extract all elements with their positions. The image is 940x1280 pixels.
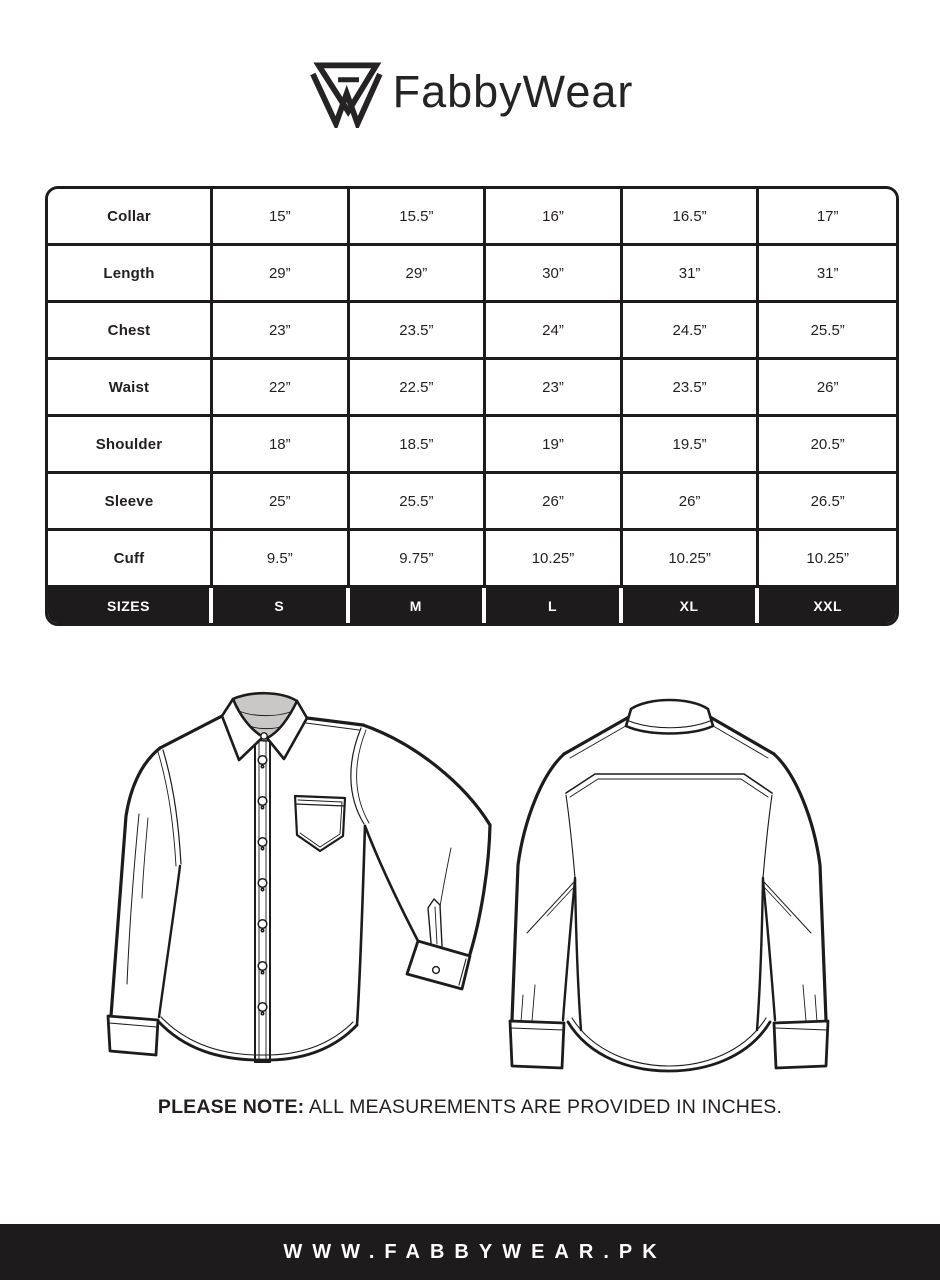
size-cell: 10.25” xyxy=(759,531,896,588)
size-cell: 30” xyxy=(486,246,623,303)
front-collar xyxy=(222,693,307,760)
size-cell: 25.5” xyxy=(759,303,896,360)
size-cell: 23.5” xyxy=(350,303,487,360)
size-cell: 31” xyxy=(759,246,896,303)
row-label-sleeve: Sleeve xyxy=(48,474,213,531)
size-header-xxl: XXL xyxy=(759,588,896,623)
placket-buttons xyxy=(258,756,267,1015)
size-cell: 19” xyxy=(486,417,623,474)
footer-bar xyxy=(0,1224,940,1280)
note-emphasis: PLEASE NOTE: xyxy=(157,1096,305,1118)
size-header-xl: XL xyxy=(623,588,760,623)
size-cell: 26.5” xyxy=(759,474,896,531)
back-collar xyxy=(626,700,713,734)
size-cell: 25.5” xyxy=(350,474,487,531)
size-cell: 10.25” xyxy=(623,531,760,588)
size-cell: 29” xyxy=(350,246,487,303)
size-cell: 24” xyxy=(486,303,623,360)
size-cell: 16” xyxy=(486,189,623,246)
brand-monogram-icon xyxy=(307,56,385,128)
sizes-row-label: SIZES xyxy=(48,588,213,623)
size-cell: 17” xyxy=(759,189,896,246)
front-left-cuff xyxy=(108,1016,158,1055)
brand-logo xyxy=(0,50,940,134)
size-cell: 23” xyxy=(213,303,350,360)
size-cell: 9.5” xyxy=(213,531,350,588)
size-cell: 24.5” xyxy=(623,303,760,360)
row-label-shoulder: Shoulder xyxy=(48,417,213,474)
size-header-m: M xyxy=(350,588,487,623)
size-cell: 10.25” xyxy=(486,531,623,588)
size-cell: 15” xyxy=(213,189,350,246)
row-label-waist: Waist xyxy=(48,360,213,417)
sleeve-placket xyxy=(428,899,442,946)
brand-name: FabbyWear xyxy=(392,66,634,117)
size-table xyxy=(45,186,899,626)
size-cell: 18” xyxy=(213,417,350,474)
measurement-note xyxy=(0,1096,940,1119)
size-cell: 23.5” xyxy=(623,360,760,417)
shirt-back-illustration xyxy=(502,690,837,1078)
size-cell: 19.5” xyxy=(623,417,760,474)
size-cell: 20.5” xyxy=(759,417,896,474)
size-cell: 29” xyxy=(213,246,350,303)
size-cell: 16.5” xyxy=(623,189,760,246)
note-text: ALL MEASUREMENTS ARE PROVIDED IN INCHES. xyxy=(304,1096,783,1118)
shirt-front-illustration xyxy=(85,686,505,1084)
front-right-cuff xyxy=(407,941,470,989)
size-cell: 9.75” xyxy=(350,531,487,588)
size-cell: 22” xyxy=(213,360,350,417)
size-cell: 26” xyxy=(623,474,760,531)
row-label-chest: Chest xyxy=(48,303,213,360)
size-cell: 15.5” xyxy=(350,189,487,246)
size-cell: 26” xyxy=(759,360,896,417)
size-cell: 18.5” xyxy=(350,417,487,474)
chest-pocket xyxy=(295,796,345,851)
size-cell: 23” xyxy=(486,360,623,417)
size-cell: 31” xyxy=(623,246,760,303)
size-cell: 25” xyxy=(213,474,350,531)
size-header-l: L xyxy=(486,588,623,623)
website-url: WWW.FABBYWEAR.PK xyxy=(283,1240,667,1263)
size-cell: 22.5” xyxy=(350,360,487,417)
size-cell: 26” xyxy=(486,474,623,531)
row-label-cuff: Cuff xyxy=(48,531,213,588)
row-label-collar: Collar xyxy=(48,189,213,246)
size-header-s: S xyxy=(213,588,350,623)
row-label-length: Length xyxy=(48,246,213,303)
